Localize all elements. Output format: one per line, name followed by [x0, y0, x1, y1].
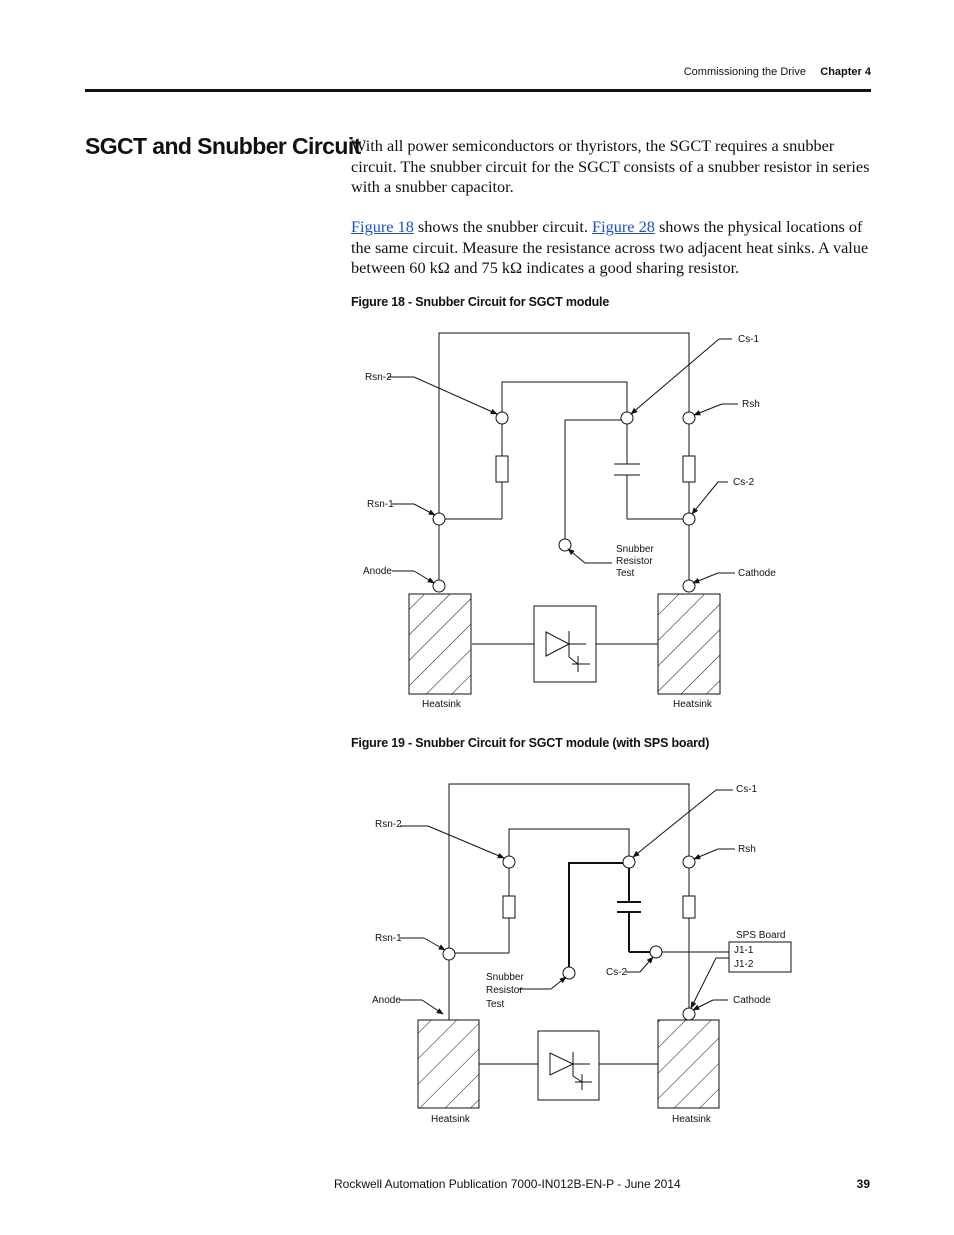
footer-publication: Rockwell Automation Publication 7000-IN012B-EN-P - June 2014: [334, 1177, 681, 1191]
fig18-wires: [439, 333, 689, 644]
fig19-label-j1-1: J1-1: [734, 945, 754, 956]
fig19-resistor-rsn: [503, 896, 515, 918]
figure-19-caption: Figure 19 - Snubber Circuit for SGCT module (with SPS board): [351, 736, 710, 750]
fig19-label-snubber-3: Test: [486, 999, 505, 1010]
header-chapter-label: Chapter 4: [820, 66, 871, 78]
fig18-resistor-rsn: [496, 456, 508, 482]
fig19-resistor-rsh: [683, 896, 695, 918]
fig19-label-heatsink-right: Heatsink: [672, 1114, 711, 1125]
fig18-label-cathode: Cathode: [738, 568, 776, 579]
fig18-heatsink-left: [409, 594, 471, 694]
fig19-label-heatsink-left: Heatsink: [431, 1114, 470, 1125]
fig18-heatsink-right: [658, 594, 720, 694]
fig18-terminals: [433, 412, 695, 592]
figure-18-link[interactable]: Figure 18: [351, 217, 414, 236]
figure-28-link[interactable]: Figure 28: [592, 217, 655, 236]
fig19-label-cs1: Cs-1: [736, 784, 758, 795]
fig18-label-snubber-2: Resistor: [616, 556, 653, 567]
figure-18-caption: Figure 18 - Snubber Circuit for SGCT module: [351, 295, 610, 309]
fig18-label-heatsink-right: Heatsink: [673, 699, 712, 710]
intro-paragraph: With all power semiconductors or thyristors, the SGCT requires a snubber circuit. The snubber circuit for the SGCT consists of a snubber resistor in series with a snubber capacitor.: [351, 136, 870, 196]
fig19-label-cs2: Cs-2: [606, 967, 628, 978]
fig19-label-snubber-1: Snubber: [486, 972, 524, 983]
fig18-label-cs1: Cs-1: [738, 334, 760, 345]
fig18-label-heatsink-left: Heatsink: [422, 699, 461, 710]
fig18-sgct-symbol: [534, 606, 596, 682]
fig18-label-cs2: Cs-2: [733, 477, 755, 488]
reference-text-2: shows the physical locations of the same circuit. Measure the resistance across two adjacent heat sinks. A value between 60 kΩ and 75 kΩ indicates a good sharing resistor.: [351, 217, 869, 277]
fig18-label-rsh: Rsh: [742, 399, 760, 410]
fig18-label-snubber-1: Snubber: [616, 544, 654, 555]
fig18-label-snubber-3: Test: [616, 568, 635, 579]
fig19-heatsink-left: [418, 1020, 479, 1108]
fig19-label-rsn2: Rsn-2: [375, 819, 402, 830]
fig18-resistor-rsh: [683, 456, 695, 482]
fig18-capacitor: [614, 464, 640, 475]
fig19-label-j1-2: J1-2: [734, 959, 754, 970]
page-number: 39: [856, 1177, 870, 1191]
figure-19-diagram: [0, 770, 954, 1140]
fig19-capacitor: [617, 902, 641, 912]
header-section-title: Commissioning the Drive: [683, 66, 806, 78]
fig18-label-anode: Anode: [363, 566, 392, 577]
fig19-label-rsn1: Rsn-1: [375, 933, 402, 944]
fig19-label-snubber-2: Resistor: [486, 985, 523, 996]
reference-text-1: shows the snubber circuit.: [413, 217, 593, 236]
header-rule: [85, 89, 871, 92]
fig19-sgct-symbol: [538, 1031, 599, 1100]
fig18-label-rsn2: Rsn-2: [365, 372, 392, 383]
figure-18-diagram: [0, 320, 954, 720]
fig19-label-rsh: Rsh: [738, 844, 756, 855]
fig19-heatsink-right: [658, 1020, 719, 1108]
fig19-label-anode: Anode: [372, 995, 401, 1006]
fig19-label-cathode: Cathode: [733, 995, 771, 1006]
fig19-label-sps-board: SPS Board: [736, 930, 786, 941]
reference-paragraph: [351, 217, 876, 279]
fig18-label-rsn1: Rsn-1: [367, 499, 394, 510]
section-title: SGCT and Snubber Circuit: [85, 133, 361, 159]
